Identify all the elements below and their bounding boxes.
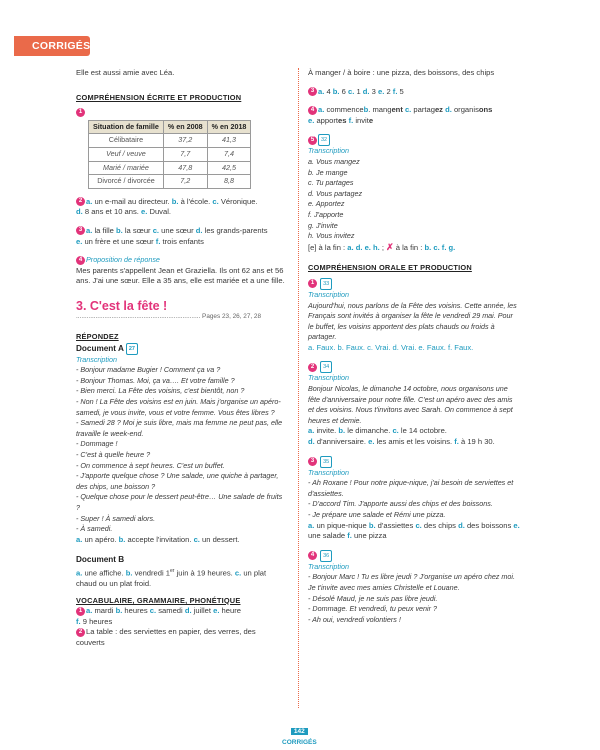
answer-text: le 14 octobre. [398,426,447,436]
answer-key: d. [458,520,465,530]
exercise-4-text: Mes parents s'appellent Jean et Graziella. Ils ont 62 ans et 56 ans. J'ai une sœur. Elle a 35 ans, elle est mariée et a une fille. [76,265,285,286]
audio-track-icon[interactable]: 33 [320,278,332,290]
answer-key: c. [415,520,422,530]
footer-label: CORRIGÉS [282,739,317,746]
audio-track-icon[interactable]: 27 [126,343,138,355]
unit-title: 3. C'est la fête ! [76,298,168,313]
answer-key: d. [308,437,315,447]
exercise-number: 4 [308,106,317,115]
left-column [76,68,286,649]
answer-key: d. [442,105,452,115]
answer-text: une affiche. [82,568,126,578]
transcription-line: - Bonjour madame Bugier ! Comment ça va ? [76,365,221,375]
answer-key: b. [338,426,346,436]
oral-3-answers [308,521,520,542]
transcription-line: - D'accord Tim. J'apporte aussi des chips et des boissons. [308,499,493,509]
answer-text: un apéro. [82,534,119,544]
table-row [89,147,251,161]
answer-key: e. [76,236,83,246]
answer-key: f. [392,86,398,96]
answer-text: 8 ans et 10 ans. [82,207,142,217]
crossed-e-icon: ✗ [386,241,394,252]
table-cell: Marié / mariée [89,161,164,175]
transcription-line: - Bien merci. La Fête des voisins, c'est bientôt, non ? [76,386,245,396]
exercise-number: 3 [308,87,317,96]
answer-text: d'assiettes [375,520,416,530]
answer-text: [e] à la fin : [308,242,348,252]
table-cell: 37,2 [163,134,207,148]
document-a-label: Document A [76,343,124,353]
section-title-repondez: RÉPONDEZ [76,332,119,342]
transcription-line: - Ah Roxane ! Pour notre pique-nique, j'ai besoin de serviettes et d'assiettes. [308,478,514,498]
answer-key: b. [118,534,126,544]
proposal-label: Proposition de réponse [86,255,160,265]
answer-text: 3 [369,86,378,96]
exercise-2-answers [76,197,286,218]
answer-text: apport [314,115,338,125]
answer-key: d. [195,225,203,235]
answer-text: commence [324,105,364,115]
exercise-number: 1 [76,108,85,117]
answer-key: e. [308,115,315,125]
transcription-line: - On commence à sept heures. C'est un buffet. [76,460,225,470]
answer-key: f. [347,531,352,541]
table-cell: Veuf / veuve [89,147,164,161]
transcription-line: - Dommage. Et vendredi, tu peux venir ? [308,604,438,614]
answer-key: c. [212,196,219,206]
answer-key: d. [184,606,192,616]
table-row [89,134,251,148]
answer-text: à 19 h 30. [458,437,495,447]
transcription-line: - Samedi 28 ? Moi je suis libre, mais ma femme ne peut pas, elle travaille le week-end. [76,418,283,438]
answer-key: a. [86,196,93,206]
answer-key: e. [513,520,520,530]
transcription-label: Transcription [308,289,350,299]
answer-text: un e-mail au directeur. [92,196,172,206]
answer-text: samedi [156,606,185,616]
answer-key: d. [362,86,370,96]
family-situation-table [88,120,251,189]
transcription-line: - Ah oui, vendredi volontiers ! [308,614,401,624]
answer-text: trois enfants [160,236,204,246]
transcription-line: - J'apporte quelque chose ? Une salade, une quiche à partager, des chips, une boisson ? [76,471,279,491]
answer-key: b. [332,86,340,96]
answer-key: b. [368,520,376,530]
transcription-label: Transcription [308,373,350,383]
oral-2-header [308,361,520,373]
intro-line: Elle est aussi amie avec Léa. [76,68,175,77]
answer-key: b. [171,196,179,206]
transcription-line: f. J'apporte [308,209,344,219]
exercise-number: 1 [308,279,317,288]
column-divider [298,68,299,708]
transcription-line: - Super ! À samedi alors. [76,513,156,523]
answer-text: Véronique. [218,196,258,206]
answer-text: les amis et les voisins. [374,437,455,447]
table-cell: 41,3 [207,134,251,148]
answer-text: 1 [354,86,363,96]
answer-key: b. [125,568,133,578]
audio-track-icon[interactable]: 34 [320,361,332,373]
exercise-3-right-answers [308,87,520,98]
exercise-number: 3 [76,226,85,235]
exercise-number: 5 [308,136,317,145]
transcription-line: h. Vous invitez [308,231,355,241]
exercise-number: 2 [308,363,317,372]
transcription-line: - Quelque chose pour le dessert peut-être… Une salade de fruits ? [76,492,283,512]
vocab-2-answers [76,627,286,648]
answer-text: accepte l'invitation. [125,534,194,544]
section-title-comprehension-ecrite: COMPRÉHENSION ÉCRITE ET PRODUCTION [76,92,242,102]
answer-text: une sœur [159,225,196,235]
exercise-number: 2 [76,197,85,206]
answer-key: a. [308,520,315,530]
vocab-1-answers [76,606,286,627]
answer-text: juin à 19 heures. [174,568,235,578]
oral-1-answers: a. Faux. b. Faux. c. Vrai. d. Vrai. e. Faux. f. Faux. [308,342,474,352]
answer-key: a. d. e. h. [347,242,380,252]
document-a-answers [76,535,286,546]
answer-text: la sœur [122,225,153,235]
audio-track-icon[interactable]: 35 [320,456,332,468]
answer-text: organis [451,105,479,115]
table-row [89,175,251,189]
answer-key: f. [454,437,459,447]
oral-3-header [308,456,520,468]
answer-key: a. [76,568,83,578]
answer-text: invite. [314,426,339,436]
answer-key: c. [193,534,200,544]
answer-text: . mang [368,105,392,115]
table-cell: Divorcé / divorcée [89,175,164,189]
transcription-text: Aujourd'hui, nous parlons de la Fête des voisins. Cette année, les Français sont invités à organiser la fête le vendredi 29 mai. Pour le buffet, les voisins apportent des plats chauds ou froids à partager. [308,300,517,342]
answer-text: La table : des serviettes en papier, des verres, des couverts [76,627,256,648]
answer-key: a. [76,534,83,544]
answer-text: des boissons [464,520,514,530]
transcription-line: c. Tu partages [308,178,354,188]
right-column [308,68,520,625]
answer-key: b. c. f. g. [424,242,456,252]
answer-text: invit [353,115,369,125]
answer-text: ; [379,242,387,252]
exercise-number: 4 [76,256,85,265]
answer-text: mardi [92,606,116,616]
transcription-label: Transcription [308,146,350,156]
answer-key: d. [76,207,83,217]
table-cell: 7,4 [207,147,251,161]
transcription-line: - Désolé Maud, je ne suis pas libre jeudi. [308,593,438,603]
table-row [89,161,251,175]
answer-text: 4 [324,86,333,96]
audio-track-icon[interactable]: 36 [320,550,332,562]
superscript: er [170,567,175,574]
audio-track-icon[interactable]: 32 [318,134,330,146]
answer-text: un frère et une sœur [82,236,156,246]
answer-text: un plat chaud ou un plat froid. [76,568,267,589]
answer-text: les grands-parents [202,225,268,235]
transcription-line: - Bonjour Marc ! Tu es libre jeudi ? J'organise un apéro chez moi. Je t'invite avec mes amies Christelle et Louane. [308,572,515,592]
answer-key: a. [308,426,315,436]
document-b-answers [76,566,286,590]
table-cell: 42,5 [207,161,251,175]
transcription-line: - C'est à quelle heure ? [76,450,151,460]
document-b-title: Document B [76,555,125,565]
transcription-label: Transcription [308,467,350,477]
oral-1-header [308,278,520,290]
answer-text: Duval. [147,207,171,217]
section-title-vocabulaire: VOCABULAIRE, GRAMMAIRE, PHONÉTIQUE [76,595,241,605]
answer-text: le dimanche. [345,426,393,436]
transcription-text: Bonjour Nicolas, le dimanche 14 octobre, nous organisons une fête d'anniversaire pour notre fille. C'est un apéro avec des amis et des voisins. Nous t'invitons avec Sarah. On commence à sept heures et demie. [308,384,513,425]
transcription-line: b. Je mange [308,167,348,177]
transcription-label: Transcription [76,354,118,364]
table-header: Situation de famille [89,120,164,134]
answer-text: 9 heures [80,616,113,626]
table-cell: Célibataire [89,134,164,148]
table-cell: 47,8 [163,161,207,175]
answer-key: b. [115,225,123,235]
answer-text: 2 [384,86,393,96]
answer-key: f. [155,236,161,246]
answer-key: c. [149,606,157,616]
transcription-line: - Dommage ! [76,439,118,449]
answer-text: des chips [421,520,459,530]
exercise-number: 4 [308,551,317,560]
answer-text: partag [411,105,435,115]
answer-ending: es [338,115,347,125]
exercise-number: 3 [308,457,317,466]
transcription-line: a. Vous mangez [308,156,360,166]
answer-key: f. [76,616,81,626]
answer-text: 6 [339,86,348,96]
answer-key: b. [115,606,123,616]
table-header: % en 2018 [207,120,251,134]
answer-key: a. [86,225,93,235]
answer-text: heure [219,606,241,616]
answer-key: c. [234,568,242,578]
answer-key: b [363,105,369,115]
answer-text: une pizza [351,531,387,541]
table-header: % en 2008 [163,120,207,134]
answer-text: juillet [191,606,214,616]
transcription-line: - À samedi. [76,524,113,534]
answer-key: e. [368,437,375,447]
answer-text: vendredi 1 [132,568,171,578]
answer-text: d'anniversaire. [314,437,369,447]
answer-text: la fille [92,225,116,235]
sound-classification [308,242,520,254]
answer-key: c. [392,426,399,436]
answer-key: c. [402,105,412,115]
answer-text: un pique-nique [314,520,369,530]
answer-text: un dessert. [199,534,240,544]
answer-key: c. [348,86,355,96]
exercise-number: 1 [76,607,85,616]
unit-pages: ...................................................................... Pages 23, 26, 27, 28 [76,312,262,320]
answer-key: e. [141,207,148,217]
answer-key: e. [378,86,385,96]
answer-key: a. [318,105,325,115]
page-footer [282,720,317,746]
answer-text: heures [122,606,150,616]
exercise-5-header [308,134,520,146]
transcription-line: g. J'invite [308,220,338,230]
page-number: 142 [291,728,308,735]
header-tag [14,36,90,56]
answer-ending: ez [434,105,443,115]
transcription-line: d. Vous partagez [308,188,363,198]
answer-ending: ons [478,105,493,115]
answer-key: a. [318,86,325,96]
transcription-line: e. Apportez [308,199,345,209]
answer-text: une salade [308,531,348,541]
transcription-line: - Non ! La Fête des voisins est en juin. Mais j'organise un apéro-samedi, je vous invite, vous et votre femme. Vous êtes libres ? [76,397,281,417]
oral-4-header [308,550,520,562]
answer-ending: e [368,115,374,125]
answer-key: e. [213,606,220,616]
answer-ending: ent [391,105,403,115]
document-a-title [76,343,286,355]
answer-key: c. [152,225,160,235]
table-cell: 8,8 [207,175,251,189]
header-tag-label: CORRIGÉS [32,40,91,52]
exercise-4-right-answers [308,105,520,126]
answer-text: à l'école. [178,196,213,206]
oral-2-answers [308,426,520,447]
table-cell: 7,7 [163,147,207,161]
table-cell: 7,2 [163,175,207,189]
section-title-comprehension-orale: COMPRÉHENSION ORALE ET PRODUCTION [308,263,472,273]
table-header-row [89,120,251,134]
exercise-3-answers [76,226,286,247]
right-intro-line: À manger / à boire : une pizza, des boissons, des chips [308,68,495,77]
answer-text: 5 [397,86,404,96]
answer-key: a. [86,606,93,616]
transcription-label: Transcription [308,561,350,571]
exercise-4-label [76,255,286,266]
exercise-number: 2 [76,628,85,637]
answer-key: f. [346,115,354,125]
transcription-line: - Bonjour Thomas. Moi, ça va…. Et votre famille ? [76,375,235,385]
transcription-line: - Je prépare une salade et Rémi une pizza. [308,510,446,519]
answer-text: à la fin : [393,242,425,252]
